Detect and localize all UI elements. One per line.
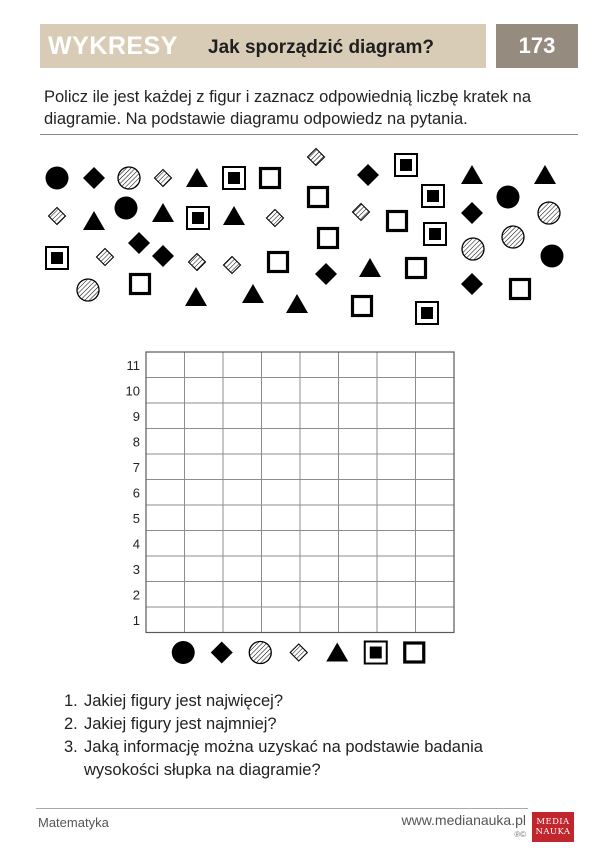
grid-cell[interactable] — [146, 454, 185, 480]
question-item — [64, 690, 544, 713]
grid-cell[interactable] — [223, 429, 262, 455]
y-tick-label: 1 — [132, 612, 140, 628]
grid-cell[interactable] — [339, 607, 378, 633]
grid-cell[interactable] — [339, 505, 378, 531]
filled-circle-icon — [172, 641, 195, 664]
footer-divider — [36, 808, 528, 809]
grid-cell[interactable] — [223, 582, 262, 608]
grid-cell[interactable] — [223, 505, 262, 531]
grid-cell[interactable] — [223, 531, 262, 557]
grid-cell[interactable] — [185, 607, 224, 633]
question-number: 2. — [64, 715, 78, 733]
y-tick-label: 11 — [126, 357, 140, 373]
logo-line-2: NAUKA — [535, 827, 571, 837]
grid-cell[interactable] — [339, 531, 378, 557]
grid-cell[interactable] — [339, 403, 378, 429]
grid-cell[interactable] — [262, 582, 301, 608]
question-text: Jaką informację można uzyskać na podstawie badania wysokości słupka na diagramie? — [84, 738, 483, 779]
grid-cell[interactable] — [300, 607, 339, 633]
grid-cell[interactable] — [377, 505, 416, 531]
grid-cell[interactable] — [377, 607, 416, 633]
grid-cell[interactable] — [416, 582, 455, 608]
grid-cell[interactable] — [377, 454, 416, 480]
grid-cell[interactable] — [300, 582, 339, 608]
grid-cell[interactable] — [300, 378, 339, 404]
grid-cell[interactable] — [185, 454, 224, 480]
grid-cell[interactable] — [377, 403, 416, 429]
grid-cell[interactable] — [300, 454, 339, 480]
grid-cell[interactable] — [300, 531, 339, 557]
grid-cell[interactable] — [223, 454, 262, 480]
grid-cell[interactable] — [416, 480, 455, 506]
grid-cell[interactable] — [262, 378, 301, 404]
grid-cell[interactable] — [185, 378, 224, 404]
grid-cell[interactable] — [223, 556, 262, 582]
question-item — [64, 736, 544, 782]
grid-cell[interactable] — [262, 480, 301, 506]
grid-cell[interactable] — [416, 505, 455, 531]
y-tick-label: 8 — [132, 434, 140, 450]
grid-cell[interactable] — [300, 429, 339, 455]
y-tick-label: 5 — [132, 510, 140, 526]
question-text: Jakiej figury jest najmniej? — [84, 715, 277, 733]
grid-cell[interactable] — [300, 480, 339, 506]
question-number: 3. — [64, 738, 78, 756]
grid-cell[interactable] — [377, 556, 416, 582]
filled-diamond-icon — [211, 642, 233, 664]
y-tick-label: 6 — [132, 485, 140, 501]
grid-cell[interactable] — [339, 582, 378, 608]
grid-cell[interactable] — [339, 556, 378, 582]
grid-cell[interactable] — [185, 480, 224, 506]
grid-cell[interactable] — [146, 378, 185, 404]
grid-cell[interactable] — [223, 607, 262, 633]
grid-cell[interactable] — [300, 403, 339, 429]
grid-cell[interactable] — [262, 607, 301, 633]
grid-cell[interactable] — [416, 556, 455, 582]
y-tick-label: 9 — [132, 408, 140, 424]
page-title: Jak sporządzić diagram? — [208, 37, 434, 58]
filled-triangle-icon — [326, 643, 348, 662]
grid-cell[interactable] — [377, 531, 416, 557]
grid-cell[interactable] — [146, 403, 185, 429]
boxed-square-icon — [365, 642, 387, 664]
y-tick-label: 7 — [132, 459, 140, 475]
grid-cell[interactable] — [146, 556, 185, 582]
grid-cell[interactable] — [377, 582, 416, 608]
grid-cell[interactable] — [185, 505, 224, 531]
grid-cell[interactable] — [185, 531, 224, 557]
hatched-circle-icon — [249, 642, 271, 664]
grid-cell[interactable] — [185, 556, 224, 582]
grid-cell[interactable] — [146, 582, 185, 608]
footer-copyright: ®© — [514, 830, 526, 839]
grid-cell[interactable] — [262, 531, 301, 557]
grid-cell[interactable] — [416, 454, 455, 480]
grid-cell[interactable] — [416, 352, 455, 378]
grid-cell[interactable] — [262, 454, 301, 480]
grid-cell[interactable] — [146, 607, 185, 633]
questions-list — [64, 690, 544, 782]
page-number: 173 — [518, 33, 556, 58]
instructions-text: Policz ile jest każdej z figur i zaznacz odpowiednią liczbę kratek na diagramie. Na podstawie diagramu odpowiedz na pytania. — [44, 88, 531, 128]
grid-cell[interactable] — [146, 531, 185, 557]
grid-cell[interactable] — [377, 378, 416, 404]
section-title: WYKRESY — [48, 32, 178, 60]
grid-cell[interactable] — [185, 582, 224, 608]
logo-line-1: MEDIA — [536, 817, 570, 827]
grid-cell[interactable] — [262, 505, 301, 531]
grid-cell[interactable] — [339, 352, 378, 378]
grid-cell[interactable] — [300, 556, 339, 582]
question-item — [64, 713, 544, 736]
question-text: Jakiej figury jest najwięcej? — [84, 692, 284, 710]
grid-cell[interactable] — [223, 480, 262, 506]
grid-cell[interactable] — [377, 352, 416, 378]
grid-cell[interactable] — [223, 403, 262, 429]
grid-cell[interactable] — [146, 352, 185, 378]
grid-cell[interactable] — [416, 607, 455, 633]
grid-cell[interactable] — [262, 352, 301, 378]
hollow-square-icon — [405, 643, 424, 662]
grid-cell[interactable] — [262, 403, 301, 429]
grid-cell[interactable] — [146, 429, 185, 455]
grid-cell[interactable] — [185, 403, 224, 429]
grid-cell[interactable] — [416, 403, 455, 429]
grid-cell[interactable] — [146, 505, 185, 531]
grid-cell[interactable] — [377, 429, 416, 455]
footer-subject: Matematyka — [38, 815, 109, 830]
grid-cell[interactable] — [300, 352, 339, 378]
y-tick-label: 3 — [132, 561, 140, 577]
media-nauka-logo — [532, 812, 574, 842]
y-tick-label: 4 — [132, 536, 140, 552]
grid-cell[interactable] — [223, 378, 262, 404]
grid-cell[interactable] — [262, 556, 301, 582]
y-tick-label: 10 — [125, 383, 140, 399]
grid-cell[interactable] — [339, 454, 378, 480]
grid-cell[interactable] — [146, 480, 185, 506]
question-number: 1. — [64, 692, 78, 710]
hatched-diamond-icon — [290, 644, 307, 661]
y-tick-label: 2 — [132, 587, 140, 603]
diagram-grid[interactable] — [146, 352, 454, 633]
grid-cell[interactable] — [223, 352, 262, 378]
grid-cell[interactable] — [339, 378, 378, 404]
grid-cell[interactable] — [185, 429, 224, 455]
grid-cell[interactable] — [377, 480, 416, 506]
grid-cell[interactable] — [416, 378, 455, 404]
footer-url[interactable]: www.medianauka.pl — [401, 812, 526, 828]
grid-cell[interactable] — [339, 429, 378, 455]
grid-cell[interactable] — [416, 531, 455, 557]
grid-cell[interactable] — [339, 480, 378, 506]
grid-cell[interactable] — [416, 429, 455, 455]
grid-cell[interactable] — [300, 505, 339, 531]
grid-cell[interactable] — [262, 429, 301, 455]
grid-cell[interactable] — [185, 352, 224, 378]
